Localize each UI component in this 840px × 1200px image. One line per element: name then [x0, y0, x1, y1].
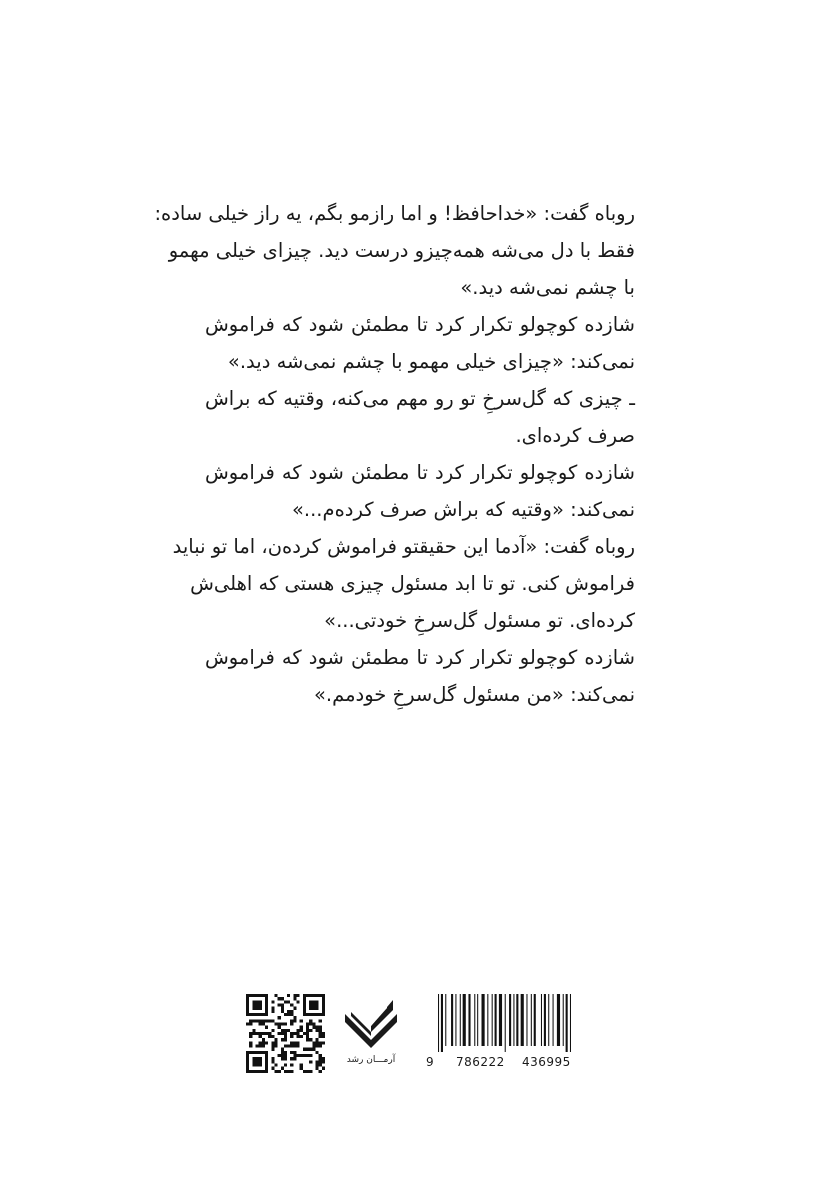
isbn-digits-middle: 786222 — [456, 1055, 505, 1069]
story-line: نمی‌کند: «من مسئول گل‌سرخِ خودمم.» — [313, 683, 635, 706]
isbn-barcode — [426, 994, 588, 1074]
barcode-icon — [438, 994, 588, 1052]
isbn-digits-end: 436995 — [522, 1055, 571, 1069]
open-book-logo-icon — [341, 996, 401, 1052]
publisher-logo — [341, 996, 401, 1072]
story-line: فقط با دل می‌شه همه‌چیزو درست دید. چیزای خیلی مهمو — [168, 239, 635, 262]
story-line: شازده کوچولو تکرار کرد تا مطمئن شود که فراموش — [205, 313, 635, 336]
isbn-digit-first: 9 — [426, 1055, 434, 1069]
story-line: صرف کرده‌ای. — [515, 424, 635, 447]
story-line: نمی‌کند: «وقتیه که براش صرف کرده‌م...» — [291, 498, 635, 521]
story-line: کرده‌ای. تو مسئول گل‌سرخِ خودتی...» — [324, 609, 635, 632]
story-line: نمی‌کند: «چیزای خیلی مهمو با چشم نمی‌شه دید.» — [227, 350, 635, 373]
story-line: روباه گفت: «خداحافظ! و اما رازمو بگم، یه راز خیلی ساده: — [154, 202, 635, 225]
story-line: با چشم نمی‌شه دید.» — [460, 276, 635, 299]
publisher-name: آرمـــان رشد — [346, 1055, 396, 1065]
story-line: شازده کوچولو تکرار کرد تا مطمئن شود که فراموش — [205, 461, 635, 484]
story-line: ـ چیزی که گل‌سرخِ تو رو مهم می‌کنه، وقتیه که براش — [205, 387, 635, 410]
qr-code-icon — [246, 994, 325, 1073]
story-line: فراموش کنی. تو تا ابد مسئول چیزی هستی که اهلی‌ش — [190, 572, 635, 595]
story-text — [154, 195, 635, 713]
story-line: روباه گفت: «آدما این حقیقتو فراموش کرده‌ن، اما تو نباید — [172, 535, 635, 558]
back-cover-footer — [246, 994, 588, 1074]
story-line: شازده کوچولو تکرار کرد تا مطمئن شود که فراموش — [205, 646, 635, 669]
